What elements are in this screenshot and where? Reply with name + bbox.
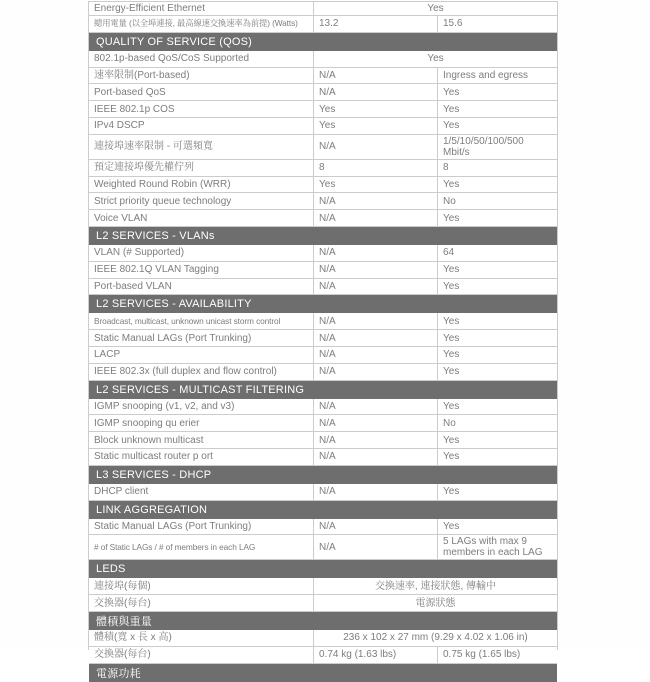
table-row — [89, 210, 557, 227]
row-value-span: 電源狀態 — [415, 597, 456, 609]
row-label: Block unknown multicast — [89, 432, 314, 448]
row-label: Static Manual LAGs (Port Trunking) — [89, 330, 314, 346]
section-header: L3 SERVICES - DHCP — [89, 466, 557, 484]
table-row — [89, 578, 557, 595]
row-value-span: 交換速率, 連接狀態, 傳輸中 — [374, 580, 497, 592]
table-row — [89, 364, 557, 381]
row-value-1: N/A — [314, 449, 438, 465]
table-row — [89, 432, 557, 449]
row-value-1: N/A — [314, 210, 438, 226]
row-value-1: Yes — [314, 118, 438, 134]
row-value-2: Yes — [443, 120, 460, 132]
row-value-2: Yes — [443, 400, 460, 412]
section-header: LINK AGGREGATION — [89, 501, 557, 519]
row-label: IEEE 802.1Q VLAN Tagging — [89, 262, 314, 278]
table-row — [89, 16, 557, 33]
row-value-1: N/A — [314, 330, 438, 346]
table-row — [89, 2, 557, 16]
row-label: VLAN (# Supported) — [89, 245, 314, 261]
table-row — [89, 193, 557, 210]
row-label: 連接埠(每個) — [89, 578, 314, 594]
table-row — [89, 84, 557, 101]
section-header: L2 SERVICES - VLANs — [89, 227, 557, 245]
row-value-1: N/A — [314, 535, 438, 559]
row-label: # of Static LAGs / # of members in each LAG — [89, 535, 314, 559]
row-value-1: N/A — [314, 279, 438, 295]
row-label: LACP — [89, 347, 314, 363]
row-label: IGMP snooping qu erier — [89, 415, 314, 431]
table-row — [89, 313, 557, 330]
row-label: 體積(寬 x 長 x 高) — [89, 630, 314, 646]
row-value-1: N/A — [314, 399, 438, 415]
row-value-2: No — [443, 195, 456, 207]
row-value-2: Yes — [443, 178, 460, 190]
row-value-2: 15.6 — [443, 18, 463, 30]
table-row — [89, 160, 557, 177]
table-row — [89, 51, 557, 68]
section-header: 電源功耗 — [89, 664, 557, 682]
row-value-1: N/A — [314, 262, 438, 278]
row-label: 速率限制(Port-based) — [89, 68, 314, 84]
row-value-1: N/A — [314, 364, 438, 380]
row-value-1: 0.74 kg (1.63 lbs) — [314, 647, 438, 663]
row-value-2: Yes — [443, 264, 460, 276]
row-label: Port-based QoS — [89, 84, 314, 100]
row-value-2: Yes — [443, 103, 460, 115]
row-value-1: N/A — [314, 519, 438, 535]
row-value-2: No — [443, 417, 456, 429]
row-value-1: Yes — [314, 177, 438, 193]
row-value-2: Yes — [443, 212, 460, 224]
row-label: Static Manual LAGs (Port Trunking) — [89, 519, 314, 535]
table-row — [89, 519, 557, 536]
table-row — [89, 630, 557, 647]
row-label: DHCP client — [89, 484, 314, 500]
row-label: 802.1p-based QoS/CoS Supported — [89, 51, 314, 67]
row-value-span: Yes — [427, 53, 444, 65]
row-value-2: Yes — [443, 520, 460, 532]
row-value-2: 8 — [443, 162, 449, 174]
table-row — [89, 245, 557, 262]
row-value-2: Yes — [443, 349, 460, 361]
table-row — [89, 415, 557, 432]
table-row — [89, 330, 557, 347]
row-value-2: Yes — [443, 366, 460, 378]
table-row — [89, 279, 557, 296]
row-label: Broadcast, multicast, unknown unicast storm control — [89, 313, 314, 329]
table-row — [89, 535, 557, 560]
spec-table — [88, 1, 558, 680]
section-header: L2 SERVICES - MULTICAST FILTERING — [89, 381, 557, 399]
table-row — [89, 399, 557, 416]
row-label: 連接埠速率限制 - 可選頻寬 — [89, 135, 314, 159]
table-row — [89, 118, 557, 135]
table-row — [89, 135, 557, 160]
row-value-2: Yes — [443, 486, 460, 498]
section-header: QUALITY OF SERVICE (QOS) — [89, 33, 557, 51]
table-row — [89, 647, 557, 664]
row-label: IGMP snooping (v1, v2, and v3) — [89, 399, 314, 415]
row-value-2: Yes — [443, 280, 460, 292]
row-value-2: Yes — [443, 332, 460, 344]
row-value-2: Ingress and egress — [443, 69, 529, 81]
row-label: Static multicast router p ort — [89, 449, 314, 465]
row-value-1: 13.2 — [314, 16, 438, 32]
section-header: LEDS — [89, 560, 557, 578]
row-label: Energy-Efficient Ethernet — [89, 2, 314, 15]
table-row — [89, 595, 557, 612]
table-row — [89, 449, 557, 466]
row-label: Port-based VLAN — [89, 279, 314, 295]
table-row — [89, 347, 557, 364]
row-label: 交換器(每台) — [89, 595, 314, 611]
row-value-span: 236 x 102 x 27 mm (9.29 x 4.02 x 1.06 in) — [343, 632, 528, 644]
row-value-1: N/A — [314, 415, 438, 431]
row-label: Voice VLAN — [89, 210, 314, 226]
row-value-1: N/A — [314, 484, 438, 500]
row-value-1: N/A — [314, 193, 438, 209]
row-label: IEEE 802.3x (full duplex and flow control) — [89, 364, 314, 380]
row-label: 總用電量 (以全埠連接, 最高線速交換速率為前提) (Watts) — [89, 16, 314, 32]
row-label: IPv4 DSCP — [89, 118, 314, 134]
row-value-1: N/A — [314, 68, 438, 84]
table-row — [89, 484, 557, 501]
section-header: 體積與重量 — [89, 612, 557, 630]
row-value-1: N/A — [314, 313, 438, 329]
row-value-2: 5 LAGs with max 9 members in each LAG — [443, 536, 543, 559]
row-value-2: Yes — [443, 451, 460, 463]
row-value-span: Yes — [427, 3, 444, 14]
row-value-1: Yes — [314, 101, 438, 117]
row-value-2: Yes — [443, 315, 460, 327]
row-value-2: 1/5/10/50/100/500 Mbit/s — [443, 135, 524, 158]
table-row — [89, 68, 557, 85]
row-value-2: Yes — [443, 434, 460, 446]
row-value-2: Yes — [443, 86, 460, 98]
table-row — [89, 262, 557, 279]
row-label: Weighted Round Robin (WRR) — [89, 177, 314, 193]
row-label: IEEE 802.1p COS — [89, 101, 314, 117]
row-label: 交換器(每台) — [89, 647, 314, 663]
row-value-2: 0.75 kg (1.65 lbs) — [443, 649, 521, 661]
row-value-2: 64 — [443, 247, 455, 259]
row-label: Strict priority queue technology — [89, 193, 314, 209]
row-value-1: 8 — [314, 160, 438, 176]
row-value-1: N/A — [314, 347, 438, 363]
row-value-1: N/A — [314, 432, 438, 448]
row-value-1: N/A — [314, 245, 438, 261]
row-value-1: N/A — [314, 84, 438, 100]
table-row — [89, 101, 557, 118]
section-header: L2 SERVICES - AVAILABILITY — [89, 295, 557, 313]
row-value-1: N/A — [314, 135, 438, 159]
row-label: 預定連接埠優先權佇列 — [89, 160, 314, 176]
table-row — [89, 177, 557, 194]
